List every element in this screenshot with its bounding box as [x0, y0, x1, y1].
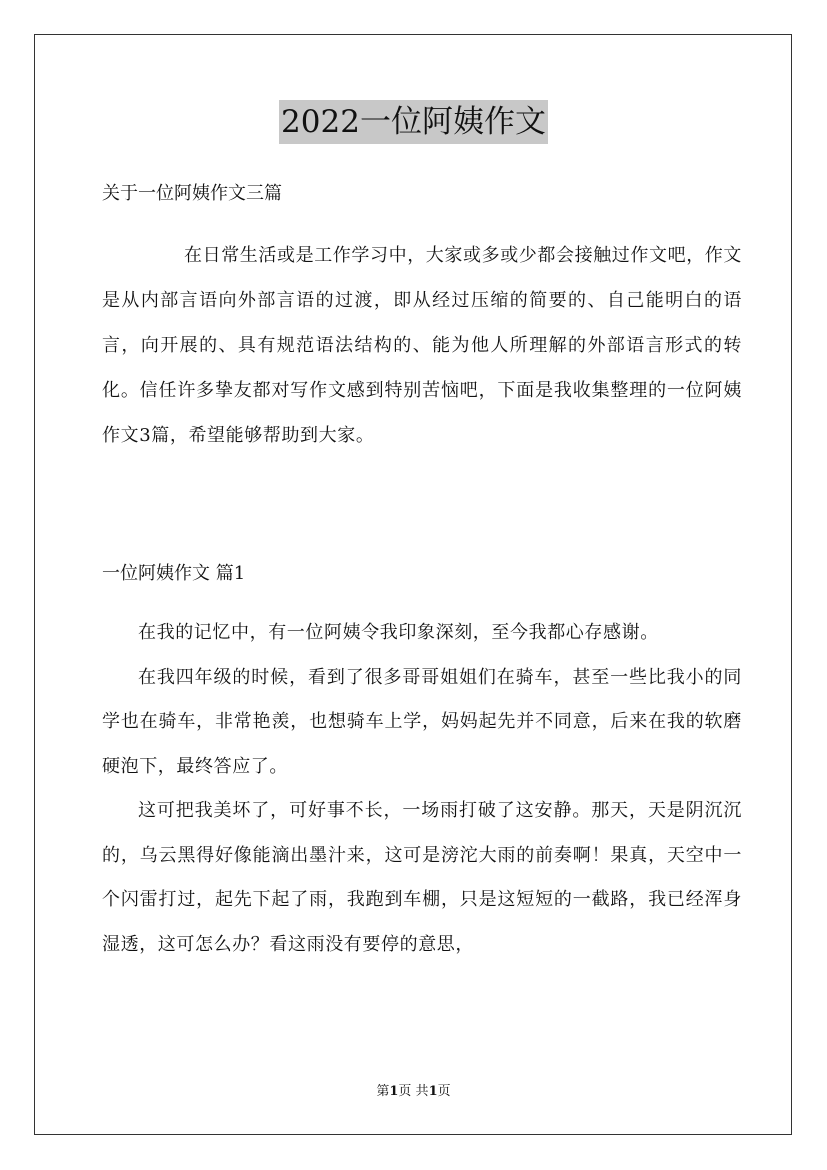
document-subtitle: 关于一位阿姨作文三篇 [102, 183, 282, 204]
footer-page-mid: 页 共 [398, 1084, 429, 1099]
intro-paragraph [102, 233, 742, 458]
intro-text: 在日常生活或是工作学习中，大家或多或少都会接触过作文吧，作文是从内部言语向外部言语的过渡，即从经过压缩的简要的、自己能明白的语言，向开展的、具有规范语法结构的、能为他人所理解的外部语言形式的转化。信任许多挚友都对写作文感到特别苦恼吧，下面是我收集整理的一位阿姨作文3篇，希望能够帮助到大家。 [102, 245, 742, 446]
essay-paragraph: 这可把我美坏了，可好事不长，一场雨打破了这安静。那天，天是阴沉沉的，乌云黑得好像能滴出墨汁来，这可是滂沱大雨的前奏啊！果真，天空中一个闪雷打过，起先下起了雨，我跑到车棚，只是这短短的一截路，我已经浑身湿透，这可怎么办？看这雨没有要停的意思， [102, 800, 742, 955]
page-footer [0, 1083, 827, 1101]
footer-page-total: 1 [428, 1084, 438, 1099]
essay-paragraph: 在我四年级的时候，看到了很多哥哥姐姐们在骑车，甚至一些比我小的同学也在骑车，非常艳羡，也想骑车上学，妈妈起先并不同意，后来在我的软磨硬泡下，最终答应了。 [102, 666, 742, 777]
essay-paragraph: 在我的记忆中，有一位阿姨令我印象深刻，至今我都心存感谢。 [138, 622, 659, 643]
footer-page-current: 1 [389, 1084, 399, 1099]
essay-body [102, 611, 742, 967]
document-title: 2022一位阿姨作文 [279, 100, 548, 144]
section-title: 一位阿姨作文 篇1 [102, 563, 246, 584]
footer-page-suffix: 页 [437, 1084, 451, 1099]
title-container [0, 100, 827, 144]
footer-page-prefix: 第 [376, 1084, 390, 1099]
